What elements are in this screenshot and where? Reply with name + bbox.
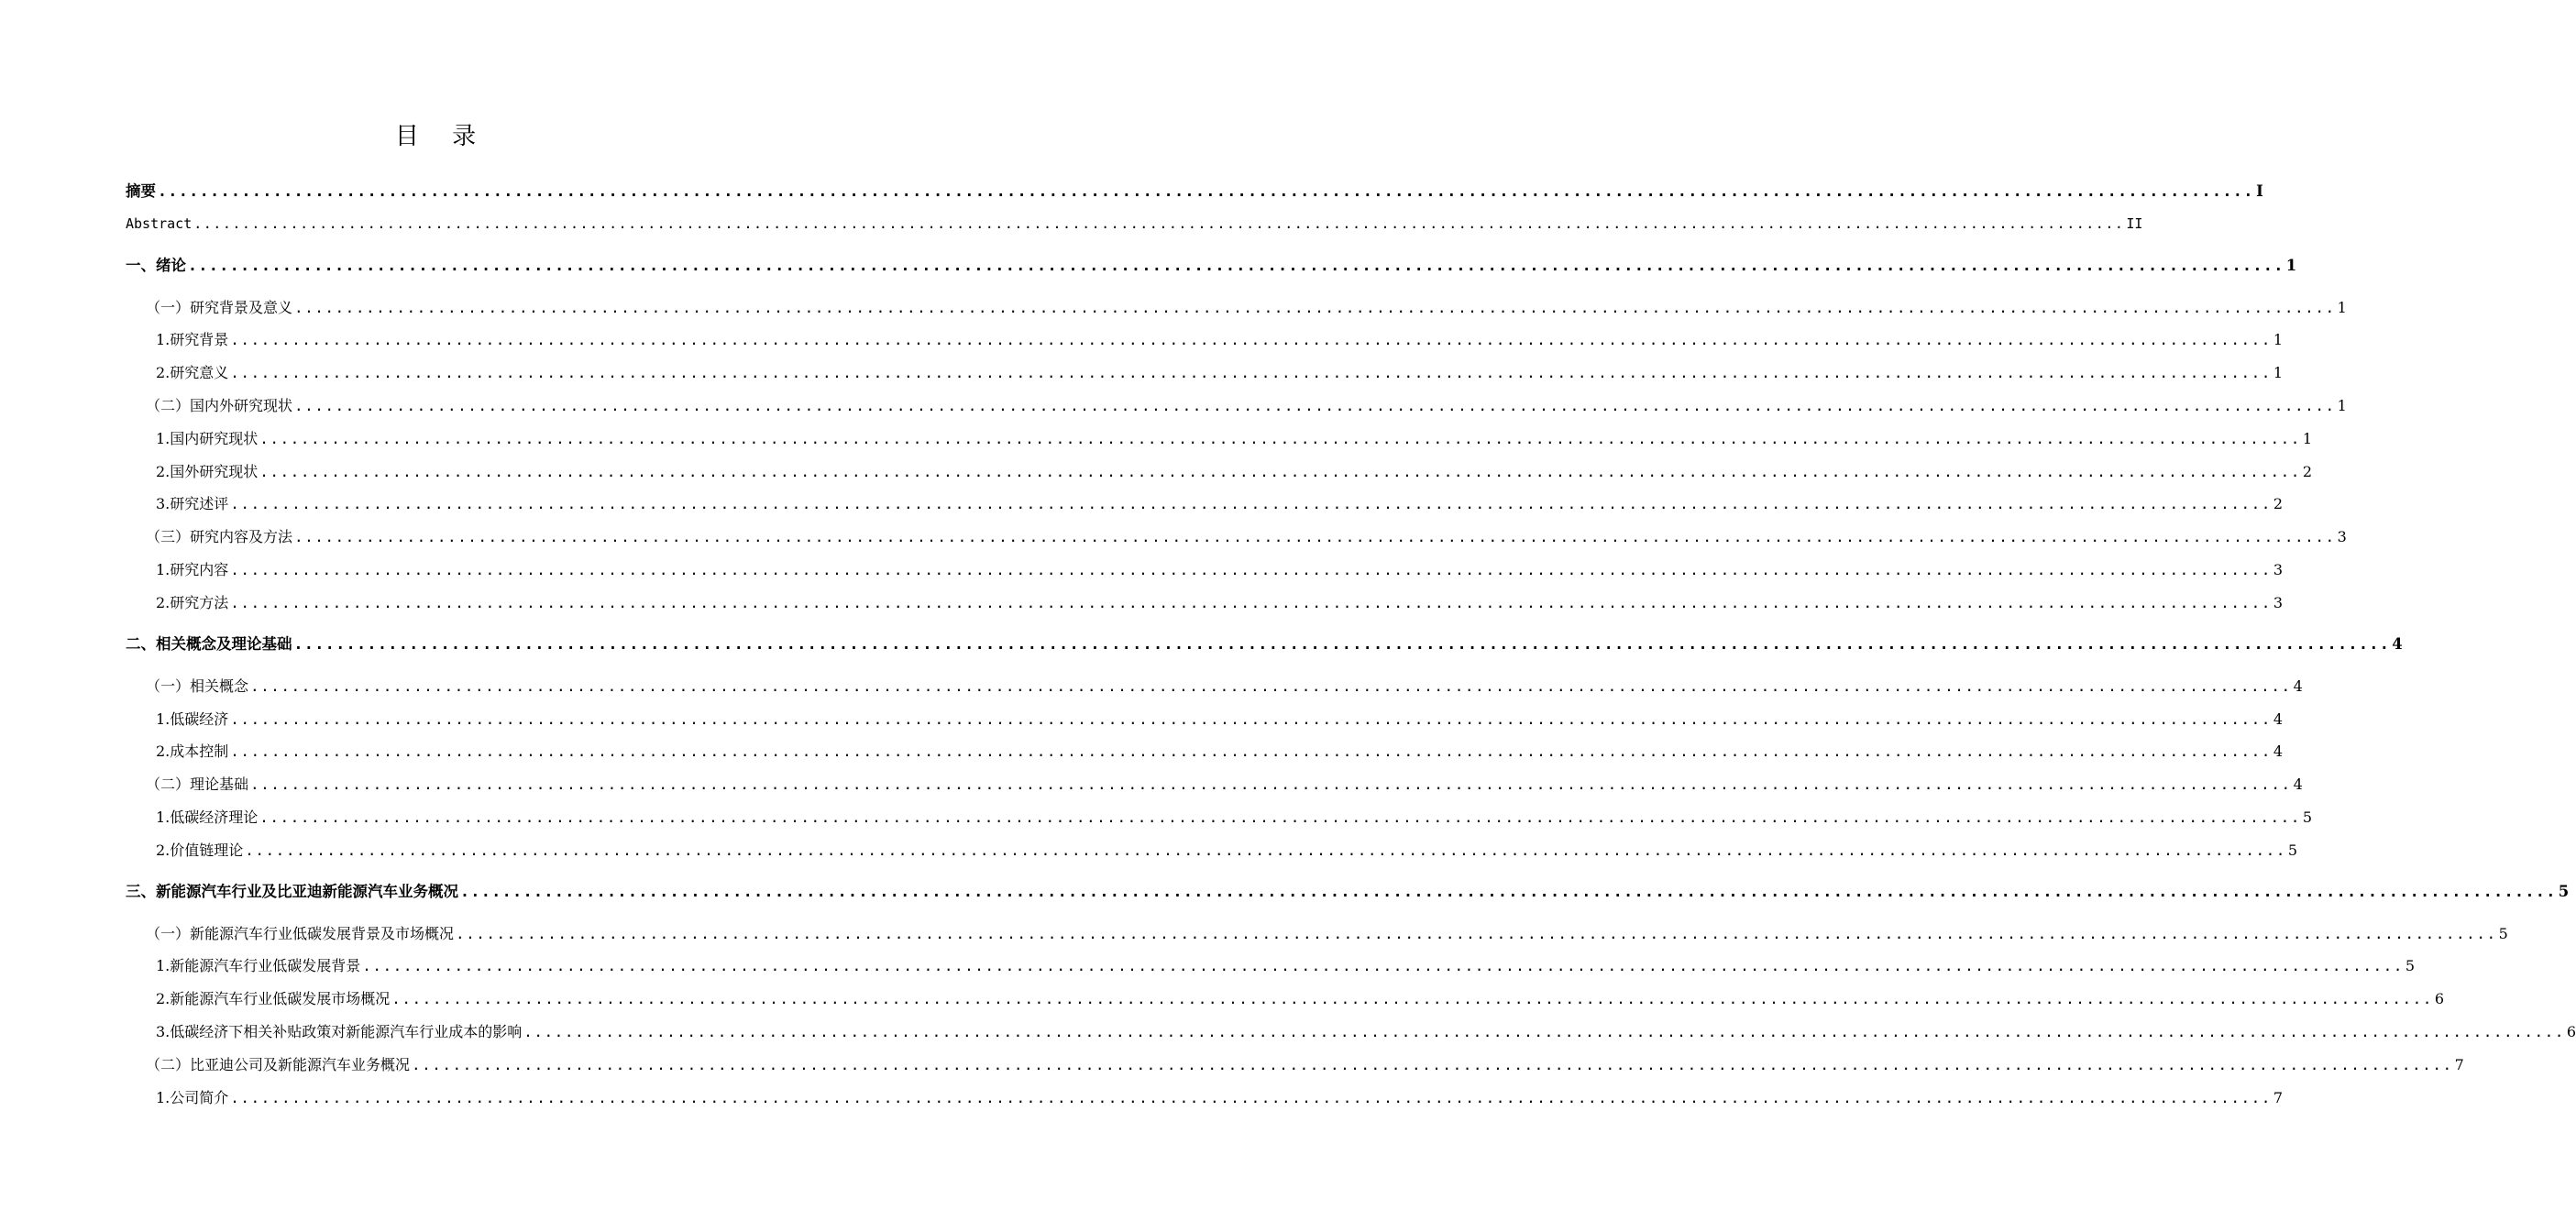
dot-leader: ........................................................................................................................................................................................................ — [362, 957, 2404, 974]
toc-entry-label: 二、相关概念及理论基础 — [126, 635, 292, 653]
toc-entry-label: （一）相关概念 — [146, 677, 249, 695]
toc-entry[interactable] — [126, 775, 2303, 795]
dot-leader: ........................................................................................................................................................................................................ — [259, 430, 2301, 447]
dot-leader: ........................................................................................................................................................................................................ — [250, 776, 2292, 793]
toc-entry-page-number: 4 — [2273, 710, 2284, 728]
toc-entry-page-number: 4 — [2273, 742, 2284, 760]
toc-entry[interactable] — [126, 560, 2284, 580]
toc-entry-label: 1.国内研究现状 — [156, 430, 259, 447]
toc-entry[interactable] — [126, 298, 2347, 318]
toc-entry-label: 2.研究意义 — [156, 364, 229, 381]
toc-entry-label: （一）研究背景及意义 — [146, 299, 293, 316]
toc-entry-label: （三）研究内容及方法 — [146, 528, 293, 545]
toc-entry[interactable] — [126, 634, 2403, 654]
toc-entry-page-number: 5 — [2287, 842, 2298, 859]
dot-leader: ........................................................................................................................................................................................................ — [230, 594, 2272, 611]
dot-leader: ........................................................................................................................................................................................................ — [230, 742, 2272, 760]
toc-entry-label: 3.低碳经济下相关补贴政策对新能源汽车行业成本的影响 — [156, 1023, 523, 1040]
dot-leader: ........................................................................................................................................................................................................ — [523, 1023, 2565, 1040]
dot-leader: ........................................................................................................................................................................................................ — [230, 710, 2272, 728]
toc-entry-page-number: 7 — [2454, 1056, 2464, 1073]
dot-leader: ........................................................................................................................................................................................................ — [230, 364, 2272, 381]
toc-entry-page-number: 6 — [2434, 990, 2445, 1007]
toc-entry-page-number: 7 — [2273, 1089, 2284, 1106]
dot-leader: ........................................................................................................................................................................................................ — [259, 808, 2301, 826]
toc-entry[interactable] — [126, 1022, 2576, 1042]
toc-entry-page-number: 1 — [2273, 331, 2284, 348]
toc-entry-page-number: 2 — [2302, 463, 2313, 480]
toc-entry-label: 1.低碳经济 — [156, 710, 229, 728]
toc-entry-label: 2.价值链理论 — [156, 842, 244, 859]
toc-entry-page-number: 1 — [2337, 299, 2347, 316]
toc-entry[interactable] — [126, 429, 2313, 449]
toc-entry-page-number: 1 — [2337, 397, 2347, 414]
toc-entry-page-number: 3 — [2337, 528, 2347, 545]
toc-entry-label: （二）比亚迪公司及新能源汽车业务概况 — [146, 1056, 411, 1073]
toc-entry-page-number: 6 — [2566, 1023, 2576, 1040]
toc-entry-label: 一、绪论 — [126, 257, 186, 274]
toc-entry[interactable] — [126, 396, 2347, 416]
dot-leader: ........................................................................................................................................................................................................ — [456, 925, 2497, 942]
dot-leader: ........................................................................................................................................................................................................ — [158, 182, 2254, 200]
dot-leader: ........................................................................................................................................................................................................ — [245, 842, 2286, 859]
toc-entry-page-number: 1 — [2285, 257, 2297, 274]
toc-entry-label: 1.研究内容 — [156, 561, 229, 578]
toc-entry-label: 1.公司简介 — [156, 1089, 229, 1106]
toc-entry[interactable] — [126, 956, 2416, 976]
toc-entry[interactable] — [126, 494, 2284, 514]
toc-entry[interactable] — [126, 462, 2313, 482]
dot-leader: ........................................................................................................................................................................................................ — [460, 883, 2557, 900]
page-title: 目 录 — [394, 123, 490, 150]
toc-entry-label: 1.低碳经济理论 — [156, 808, 259, 826]
toc-entry[interactable] — [126, 1088, 2284, 1108]
toc-entry[interactable] — [126, 527, 2347, 547]
toc-entry-label: 2.研究方法 — [156, 594, 229, 611]
toc-entry-page-number: II — [2126, 215, 2143, 232]
toc-entry-page-number: 3 — [2273, 594, 2284, 611]
toc-entry-label: 1.新能源汽车行业低碳发展背景 — [156, 957, 361, 974]
dot-leader: ........................................................................................................................................................................................................ — [193, 215, 2125, 232]
toc-entry[interactable] — [126, 593, 2284, 613]
toc-entry-page-number: 3 — [2273, 561, 2284, 578]
toc-entry-label: 三、新能源汽车行业及比亚迪新能源汽车业务概况 — [126, 883, 458, 900]
toc-entry-page-number: 4 — [2293, 677, 2303, 695]
toc-entry-label: 2.成本控制 — [156, 742, 229, 760]
toc-entry[interactable] — [126, 924, 2508, 944]
toc-entry-page-number: 5 — [2405, 957, 2416, 974]
toc-entry[interactable] — [126, 989, 2445, 1009]
toc-entry-page-number: 4 — [2392, 635, 2403, 653]
dot-leader: ........................................................................................................................................................................................................ — [391, 990, 2433, 1007]
toc-entry[interactable] — [126, 1055, 2464, 1075]
toc-entry-label: （二）理论基础 — [146, 776, 249, 793]
dot-leader: ........................................................................................................................................................................................................ — [412, 1056, 2453, 1073]
dot-leader: ........................................................................................................................................................................................................ — [294, 397, 2336, 414]
toc-entry-page-number: 4 — [2293, 776, 2303, 793]
toc-entry-page-number: 1 — [2273, 364, 2284, 381]
dot-leader: ........................................................................................................................................................................................................ — [230, 561, 2272, 578]
toc-entry-page-number: 1 — [2302, 430, 2313, 447]
toc-entry[interactable] — [126, 882, 2570, 902]
toc-entry-page-number: 5 — [2558, 883, 2570, 900]
toc-entry-page-number: I — [2256, 182, 2263, 200]
dot-leader: ........................................................................................................................................................................................................ — [293, 635, 2391, 653]
dot-leader: ........................................................................................................................................................................................................ — [230, 1089, 2272, 1106]
toc-entry[interactable] — [126, 710, 2284, 730]
toc-entry-page-number: 2 — [2273, 495, 2284, 512]
toc-entry[interactable] — [126, 256, 2297, 276]
toc-entry[interactable] — [126, 841, 2298, 861]
toc-entry-label: 1.研究背景 — [156, 331, 229, 348]
toc-entry-label: 2.国外研究现状 — [156, 463, 259, 480]
dot-leader: ........................................................................................................................................................................................................ — [230, 331, 2272, 348]
toc-entry-label: 3.研究述评 — [156, 495, 229, 512]
dot-leader: ........................................................................................................................................................................................................ — [294, 299, 2336, 316]
toc-entry-label: （一）新能源汽车行业低碳发展背景及市场概况 — [146, 925, 455, 942]
toc-entry[interactable] — [126, 363, 2284, 383]
toc-entry-label: 摘要 — [126, 182, 156, 200]
toc-entry-label: 2.新能源汽车行业低碳发展市场概况 — [156, 990, 391, 1007]
toc-entry-label: （二）国内外研究现状 — [146, 397, 293, 414]
toc-entry-page-number: 5 — [2498, 925, 2508, 942]
dot-leader: ........................................................................................................................................................................................................ — [188, 257, 2284, 274]
dot-leader: ........................................................................................................................................................................................................ — [259, 463, 2301, 480]
toc-entry[interactable] — [126, 330, 2284, 350]
toc-entry[interactable] — [126, 742, 2284, 762]
toc-entry-label: Abstract — [126, 215, 193, 232]
dot-leader: ........................................................................................................................................................................................................ — [250, 677, 2292, 695]
toc-entry[interactable] — [126, 182, 2263, 202]
toc-entry[interactable] — [126, 214, 2143, 234]
dot-leader: ........................................................................................................................................................................................................ — [294, 528, 2336, 545]
toc-entry-page-number: 5 — [2302, 808, 2313, 826]
dot-leader: ........................................................................................................................................................................................................ — [230, 495, 2272, 512]
toc-entry[interactable] — [126, 808, 2313, 828]
toc-entry[interactable] — [126, 676, 2303, 697]
